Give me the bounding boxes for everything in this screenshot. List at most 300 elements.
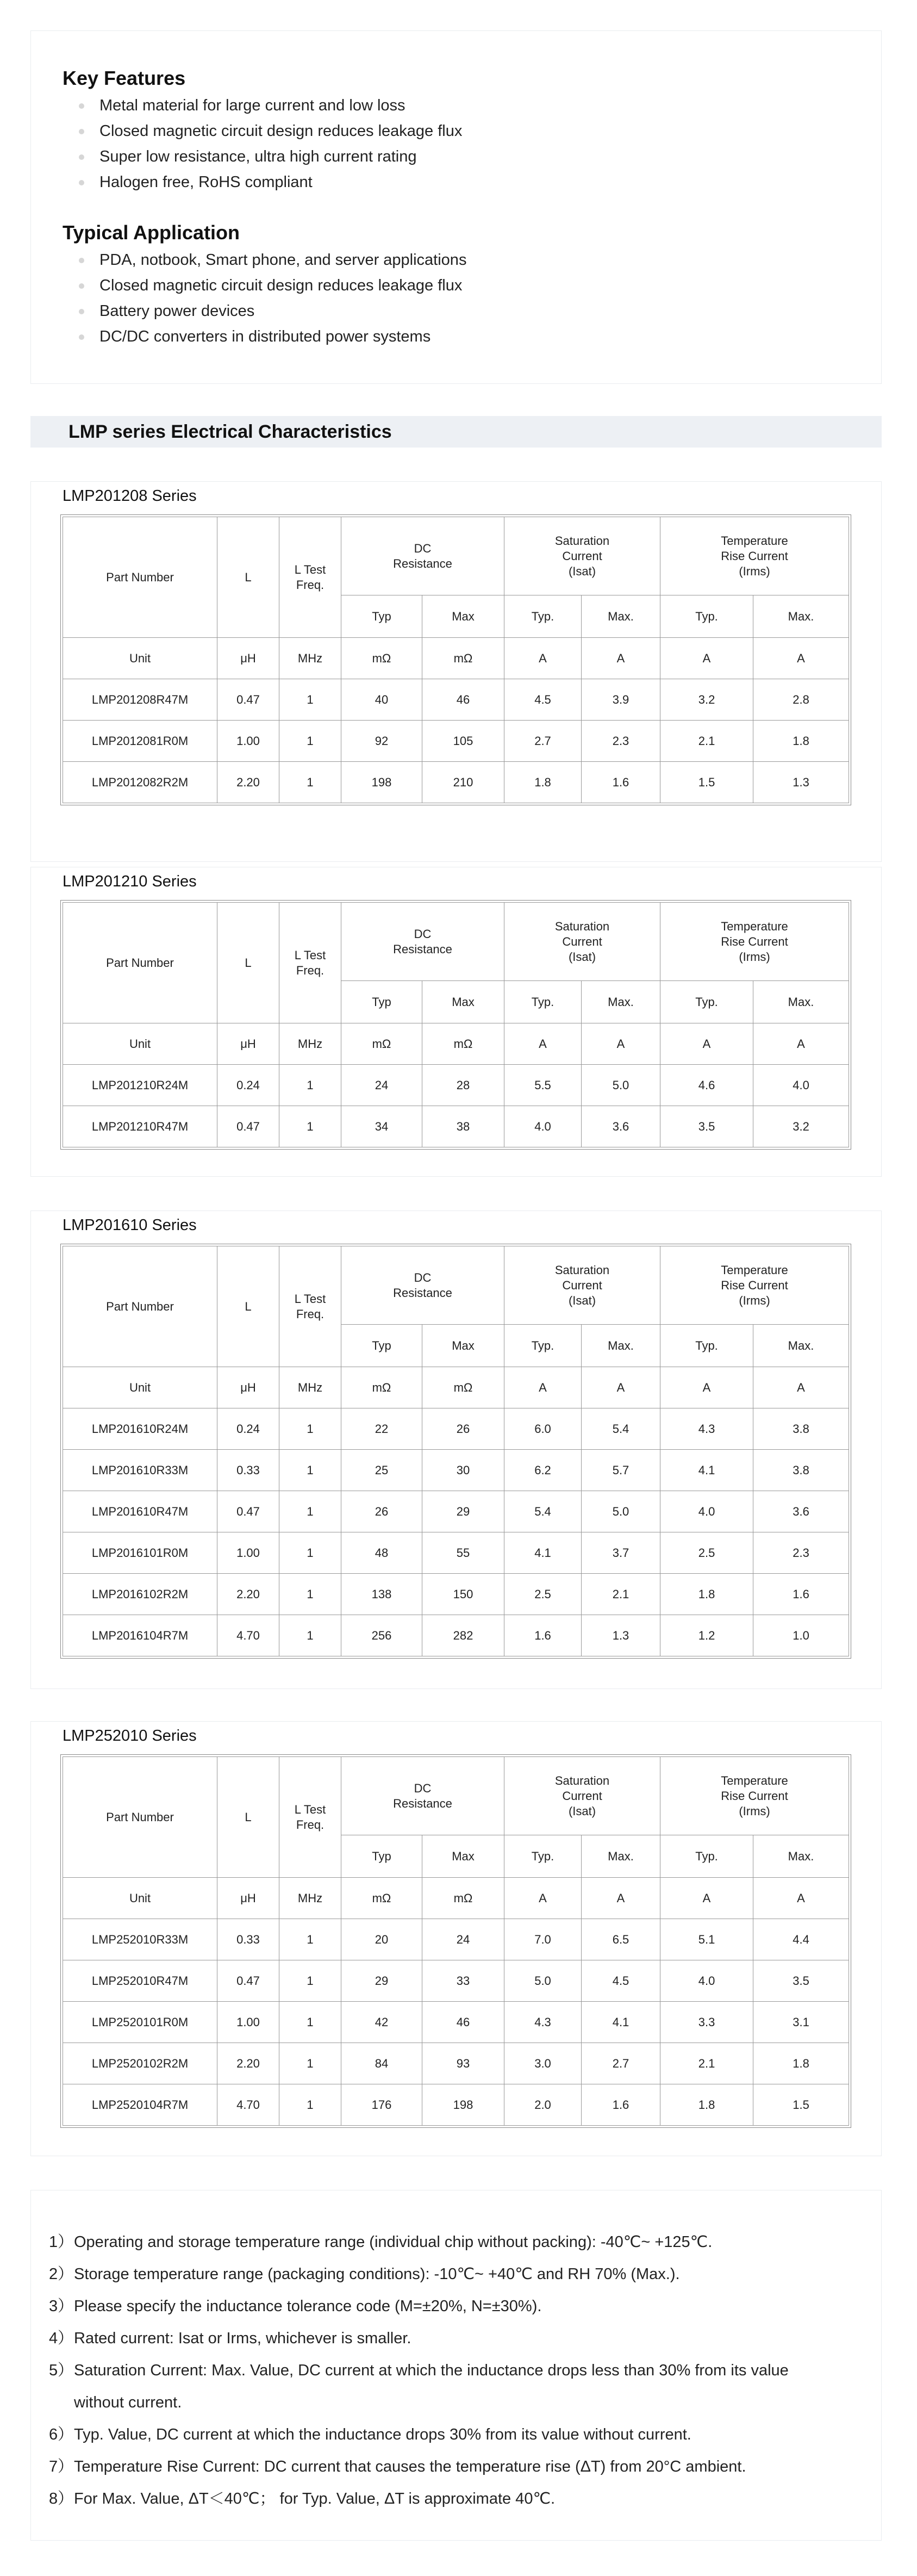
table-row	[63, 1450, 849, 1491]
value-cell: 1.5	[660, 762, 753, 803]
value-cell: 29	[422, 1491, 504, 1532]
series-card	[30, 481, 882, 862]
note-number: 6）	[49, 2426, 74, 2443]
value-cell: 5.4	[504, 1491, 582, 1532]
value-cell: 4.3	[504, 2002, 582, 2043]
header-part-number: Part Number	[63, 517, 217, 638]
value-cell: 1	[279, 1615, 341, 1656]
value-cell: 1	[279, 2084, 341, 2126]
value-cell: 4.0	[504, 1106, 582, 1147]
unit-cell: mΩ	[422, 1367, 504, 1408]
subheader-typ-dot: Typ.	[660, 1325, 753, 1367]
table-row	[63, 1532, 849, 1574]
subheader-max: Max	[422, 1325, 504, 1367]
header-dc-resistance: DC Resistance	[341, 517, 504, 595]
header-dc-resistance: DC Resistance	[341, 1757, 504, 1835]
header-inductance: L	[217, 1246, 279, 1367]
value-cell: 0.47	[217, 1960, 279, 2002]
note-number: 2）	[49, 2265, 74, 2283]
section-banner	[30, 416, 882, 448]
value-cell: 5.0	[582, 1491, 660, 1532]
value-cell: 6.2	[504, 1450, 582, 1491]
unit-cell: A	[660, 638, 753, 679]
header-temp-rise-current: Temperature Rise Current (Irms)	[660, 1757, 849, 1835]
value-cell: 3.3	[660, 2002, 753, 2043]
unit-cell: μH	[217, 1878, 279, 1919]
header-part-number: Part Number	[63, 1757, 217, 1878]
table-row	[63, 2043, 849, 2084]
part-number-cell: LMP2520102R2M	[63, 2043, 217, 2084]
part-number-cell: LMP2520104R7M	[63, 2084, 217, 2126]
value-cell: 5.0	[582, 1065, 660, 1106]
value-cell: 7.0	[504, 1919, 582, 1960]
spec-table	[63, 902, 849, 1147]
subheader-typ: Typ	[341, 981, 422, 1023]
header-saturation-current: Saturation Current (Isat)	[504, 517, 660, 595]
note-number: 4）	[49, 2330, 74, 2347]
value-cell: 1.6	[504, 1615, 582, 1656]
table-row	[63, 679, 849, 721]
subheader-max-dot: Max.	[753, 595, 849, 638]
list-item: Closed magnetic circuit design reduces leakage flux	[79, 273, 466, 299]
subheader-max-dot: Max.	[582, 1835, 660, 1878]
subheader-typ: Typ	[341, 1325, 422, 1367]
list-item: DC/DC converters in distributed power systems	[79, 324, 466, 350]
value-cell: 2.1	[582, 1574, 660, 1615]
subheader-typ-dot: Typ.	[660, 595, 753, 638]
note-item	[49, 2483, 789, 2515]
value-cell: 46	[422, 679, 504, 721]
unit-cell: A	[504, 1023, 582, 1065]
value-cell: 4.0	[753, 1065, 849, 1106]
value-cell: 5.7	[582, 1450, 660, 1491]
unit-cell: MHz	[279, 1023, 341, 1065]
subheader-typ-dot: Typ.	[660, 1835, 753, 1878]
header-test-freq: L Test Freq.	[279, 903, 341, 1023]
part-number-cell: LMP201610R47M	[63, 1491, 217, 1532]
series-title: LMP252010 Series	[63, 1727, 197, 1745]
unit-cell: Unit	[63, 1367, 217, 1408]
value-cell: 1	[279, 1919, 341, 1960]
unit-cell: A	[582, 1023, 660, 1065]
subheader-typ: Typ	[341, 1835, 422, 1878]
value-cell: 1	[279, 1065, 341, 1106]
note-item	[49, 2258, 789, 2291]
unit-cell: mΩ	[341, 1023, 422, 1065]
unit-row	[63, 638, 849, 679]
unit-cell: MHz	[279, 1878, 341, 1919]
value-cell: 30	[422, 1450, 504, 1491]
value-cell: 1.0	[753, 1615, 849, 1656]
subheader-max-dot: Max.	[753, 1325, 849, 1367]
value-cell: 4.3	[660, 1408, 753, 1450]
unit-cell: A	[753, 638, 849, 679]
table-row	[63, 1615, 849, 1656]
value-cell: 1	[279, 679, 341, 721]
unit-cell: μH	[217, 638, 279, 679]
spec-table	[63, 517, 849, 803]
note-text: Typ. Value, DC current at which the inductance drops 30% from its value without current.	[74, 2426, 691, 2443]
unit-cell: A	[504, 638, 582, 679]
subheader-max-dot: Max.	[753, 981, 849, 1023]
value-cell: 1	[279, 2002, 341, 2043]
value-cell: 3.6	[753, 1491, 849, 1532]
value-cell: 26	[422, 1408, 504, 1450]
value-cell: 1.8	[753, 2043, 849, 2084]
notes-list	[49, 2226, 789, 2515]
value-cell: 2.20	[217, 762, 279, 803]
value-cell: 28	[422, 1065, 504, 1106]
part-number-cell: LMP2520101R0M	[63, 2002, 217, 2043]
value-cell: 2.7	[504, 721, 582, 762]
unit-cell: A	[660, 1367, 753, 1408]
value-cell: 1	[279, 1491, 341, 1532]
series-title: LMP201610 Series	[63, 1216, 197, 1234]
table-row	[63, 762, 849, 803]
value-cell: 3.0	[504, 2043, 582, 2084]
subheader-max-dot: Max.	[753, 1835, 849, 1878]
value-cell: 6.5	[582, 1919, 660, 1960]
value-cell: 1.8	[660, 2084, 753, 2126]
value-cell: 1.00	[217, 1532, 279, 1574]
key-features-title: Key Features	[63, 67, 186, 89]
spec-table	[63, 1246, 849, 1656]
features-card	[30, 30, 882, 384]
value-cell: 1.6	[582, 2084, 660, 2126]
list-item: Closed magnetic circuit design reduces leakage flux	[79, 119, 462, 144]
unit-cell: A	[660, 1023, 753, 1065]
value-cell: 1	[279, 1574, 341, 1615]
subheader-max-dot: Max.	[582, 1325, 660, 1367]
subheader-max: Max	[422, 981, 504, 1023]
value-cell: 138	[341, 1574, 422, 1615]
unit-cell: mΩ	[341, 1367, 422, 1408]
value-cell: 84	[341, 2043, 422, 2084]
part-number-cell: LMP201210R47M	[63, 1106, 217, 1147]
value-cell: 0.47	[217, 1106, 279, 1147]
subheader-typ-dot: Typ.	[504, 1835, 582, 1878]
series-card	[30, 1721, 882, 2156]
value-cell: 2.3	[753, 1532, 849, 1574]
note-number: 8）	[49, 2490, 74, 2507]
value-cell: 198	[422, 2084, 504, 2126]
table-header-row	[63, 517, 849, 595]
value-cell: 4.70	[217, 2084, 279, 2126]
unit-cell: Unit	[63, 1023, 217, 1065]
note-number: 1）	[49, 2233, 74, 2251]
note-text: Rated current: Isat or Irms, whichever is smaller.	[74, 2330, 411, 2347]
part-number-cell: LMP201208R47M	[63, 679, 217, 721]
value-cell: 3.8	[753, 1408, 849, 1450]
value-cell: 5.0	[504, 1960, 582, 2002]
table-row	[63, 2002, 849, 2043]
value-cell: 46	[422, 2002, 504, 2043]
table-header-row	[63, 1246, 849, 1325]
header-saturation-current: Saturation Current (Isat)	[504, 1757, 660, 1835]
value-cell: 2.0	[504, 2084, 582, 2126]
value-cell: 3.5	[753, 1960, 849, 2002]
table-row	[63, 1408, 849, 1450]
table-row	[63, 1574, 849, 1615]
series-card	[30, 1211, 882, 1689]
value-cell: 40	[341, 679, 422, 721]
subheader-max-dot: Max.	[582, 981, 660, 1023]
value-cell: 0.24	[217, 1408, 279, 1450]
unit-cell: A	[504, 1878, 582, 1919]
spec-table	[63, 1756, 849, 2126]
value-cell: 24	[341, 1065, 422, 1106]
unit-cell: mΩ	[422, 638, 504, 679]
value-cell: 4.70	[217, 1615, 279, 1656]
value-cell: 2.5	[504, 1574, 582, 1615]
unit-row	[63, 1367, 849, 1408]
value-cell: 3.2	[660, 679, 753, 721]
value-cell: 0.47	[217, 679, 279, 721]
value-cell: 1	[279, 2043, 341, 2084]
value-cell: 1	[279, 1106, 341, 1147]
list-item: Super low resistance, ultra high current rating	[79, 144, 462, 170]
value-cell: 1.8	[753, 721, 849, 762]
table-header-row	[63, 1757, 849, 1835]
note-item	[49, 2451, 789, 2483]
unit-cell: A	[660, 1878, 753, 1919]
value-cell: 34	[341, 1106, 422, 1147]
value-cell: 0.33	[217, 1450, 279, 1491]
value-cell: 48	[341, 1532, 422, 1574]
value-cell: 3.8	[753, 1450, 849, 1491]
header-test-freq: L Test Freq.	[279, 1246, 341, 1367]
value-cell: 2.8	[753, 679, 849, 721]
value-cell: 5.4	[582, 1408, 660, 1450]
header-inductance: L	[217, 1757, 279, 1878]
series-title: LMP201208 Series	[63, 487, 197, 505]
part-number-cell: LMP252010R47M	[63, 1960, 217, 2002]
table-row	[63, 2084, 849, 2126]
header-dc-resistance: DC Resistance	[341, 1246, 504, 1325]
unit-cell: mΩ	[422, 1878, 504, 1919]
unit-cell: A	[582, 638, 660, 679]
value-cell: 3.7	[582, 1532, 660, 1574]
note-text: Operating and storage temperature range (individual chip without packing): -40℃~ +125℃.	[74, 2233, 713, 2251]
part-number-cell: LMP2012081R0M	[63, 721, 217, 762]
value-cell: 2.3	[582, 721, 660, 762]
unit-cell: μH	[217, 1023, 279, 1065]
note-text: Saturation Current: Max. Value, DC current at which the inductance drops less than 30% from its value	[74, 2362, 789, 2379]
value-cell: 4.5	[504, 679, 582, 721]
unit-cell: Unit	[63, 638, 217, 679]
value-cell: 256	[341, 1615, 422, 1656]
value-cell: 176	[341, 2084, 422, 2126]
note-item	[49, 2323, 789, 2355]
key-features-list	[79, 93, 462, 195]
value-cell: 2.20	[217, 2043, 279, 2084]
header-test-freq: L Test Freq.	[279, 517, 341, 638]
value-cell: 1	[279, 721, 341, 762]
value-cell: 26	[341, 1491, 422, 1532]
table-row	[63, 1919, 849, 1960]
note-text: without current.	[74, 2394, 182, 2411]
list-item: Halogen free, RoHS compliant	[79, 170, 462, 195]
value-cell: 2.5	[660, 1532, 753, 1574]
part-number-cell: LMP201610R33M	[63, 1450, 217, 1491]
unit-cell: A	[582, 1878, 660, 1919]
note-text: Storage temperature range (packaging conditions): -10℃~ +40℃ and RH 70% (Max.).	[74, 2265, 680, 2283]
value-cell: 1	[279, 762, 341, 803]
value-cell: 3.6	[582, 1106, 660, 1147]
value-cell: 1	[279, 1532, 341, 1574]
value-cell: 198	[341, 762, 422, 803]
value-cell: 3.2	[753, 1106, 849, 1147]
value-cell: 1	[279, 1450, 341, 1491]
header-dc-resistance: DC Resistance	[341, 903, 504, 981]
value-cell: 2.7	[582, 2043, 660, 2084]
unit-cell: MHz	[279, 1367, 341, 1408]
header-part-number: Part Number	[63, 1246, 217, 1367]
part-number-cell: LMP252010R33M	[63, 1919, 217, 1960]
value-cell: 1.3	[582, 1615, 660, 1656]
value-cell: 4.4	[753, 1919, 849, 1960]
unit-cell: mΩ	[422, 1023, 504, 1065]
series-title: LMP201210 Series	[63, 873, 197, 890]
value-cell: 33	[422, 1960, 504, 2002]
header-temp-rise-current: Temperature Rise Current (Irms)	[660, 903, 849, 981]
value-cell: 1.5	[753, 2084, 849, 2126]
value-cell: 2.1	[660, 721, 753, 762]
value-cell: 2.1	[660, 2043, 753, 2084]
value-cell: 4.1	[504, 1532, 582, 1574]
unit-cell: MHz	[279, 638, 341, 679]
note-item	[49, 2291, 789, 2323]
note-item	[49, 2226, 789, 2258]
part-number-cell: LMP201610R24M	[63, 1408, 217, 1450]
note-number: 3）	[49, 2298, 74, 2315]
value-cell: 4.1	[660, 1450, 753, 1491]
value-cell: 22	[341, 1408, 422, 1450]
header-saturation-current: Saturation Current (Isat)	[504, 903, 660, 981]
value-cell: 5.5	[504, 1065, 582, 1106]
value-cell: 1.2	[660, 1615, 753, 1656]
value-cell: 2.20	[217, 1574, 279, 1615]
part-number-cell: LMP2016101R0M	[63, 1532, 217, 1574]
note-text: For Max. Value, ΔT＜40℃； for Typ. Value, ΔT is approximate 40℃.	[74, 2490, 556, 2507]
value-cell: 93	[422, 2043, 504, 2084]
header-inductance: L	[217, 903, 279, 1023]
value-cell: 4.1	[582, 2002, 660, 2043]
value-cell: 6.0	[504, 1408, 582, 1450]
list-item: Metal material for large current and low loss	[79, 93, 462, 119]
subheader-max: Max	[422, 595, 504, 638]
unit-cell: A	[753, 1023, 849, 1065]
value-cell: 29	[341, 1960, 422, 2002]
table-row	[63, 1065, 849, 1106]
value-cell: 1.6	[753, 1574, 849, 1615]
table-row	[63, 1106, 849, 1147]
value-cell: 55	[422, 1532, 504, 1574]
value-cell: 1	[279, 1408, 341, 1450]
value-cell: 1.3	[753, 762, 849, 803]
header-test-freq: L Test Freq.	[279, 1757, 341, 1878]
part-number-cell: LMP2012082R2M	[63, 762, 217, 803]
value-cell: 1.00	[217, 721, 279, 762]
value-cell: 3.1	[753, 2002, 849, 2043]
value-cell: 0.33	[217, 1919, 279, 1960]
header-saturation-current: Saturation Current (Isat)	[504, 1246, 660, 1325]
note-item	[49, 2419, 789, 2451]
unit-cell: A	[504, 1367, 582, 1408]
value-cell: 25	[341, 1450, 422, 1491]
unit-cell: μH	[217, 1367, 279, 1408]
value-cell: 3.5	[660, 1106, 753, 1147]
table-row	[63, 1960, 849, 2002]
value-cell: 4.5	[582, 1960, 660, 2002]
unit-cell: A	[582, 1367, 660, 1408]
value-cell: 4.0	[660, 1960, 753, 2002]
unit-row	[63, 1023, 849, 1065]
subheader-typ-dot: Typ.	[504, 981, 582, 1023]
note-number: 5）	[49, 2362, 74, 2379]
value-cell: 105	[422, 721, 504, 762]
header-temp-rise-current: Temperature Rise Current (Irms)	[660, 517, 849, 595]
typical-application-list	[79, 247, 466, 350]
value-cell: 1	[279, 1960, 341, 2002]
value-cell: 3.9	[582, 679, 660, 721]
header-temp-rise-current: Temperature Rise Current (Irms)	[660, 1246, 849, 1325]
note-number: 7）	[49, 2458, 74, 2475]
subheader-typ: Typ	[341, 595, 422, 638]
header-inductance: L	[217, 517, 279, 638]
value-cell: 42	[341, 2002, 422, 2043]
table-row	[63, 1491, 849, 1532]
note-item	[49, 2355, 789, 2387]
value-cell: 1.00	[217, 2002, 279, 2043]
value-cell: 0.47	[217, 1491, 279, 1532]
part-number-cell: LMP201210R24M	[63, 1065, 217, 1106]
value-cell: 1.6	[582, 762, 660, 803]
value-cell: 1.8	[504, 762, 582, 803]
value-cell: 5.1	[660, 1919, 753, 1960]
note-text: Temperature Rise Current: DC current that causes the temperature rise (ΔT) from 20°C ambient.	[74, 2458, 746, 2475]
section-banner-title: LMP series Electrical Characteristics	[68, 421, 392, 442]
value-cell: 1.8	[660, 1574, 753, 1615]
typical-application-title: Typical Application	[63, 221, 240, 244]
unit-row	[63, 1878, 849, 1919]
unit-cell: mΩ	[341, 1878, 422, 1919]
value-cell: 4.6	[660, 1065, 753, 1106]
note-text: Please specify the inductance tolerance code (M=±20%, N=±30%).	[74, 2298, 542, 2315]
value-cell: 24	[422, 1919, 504, 1960]
value-cell: 282	[422, 1615, 504, 1656]
value-cell: 150	[422, 1574, 504, 1615]
subheader-typ-dot: Typ.	[660, 981, 753, 1023]
value-cell: 38	[422, 1106, 504, 1147]
value-cell: 210	[422, 762, 504, 803]
unit-cell: mΩ	[341, 638, 422, 679]
series-card	[30, 867, 882, 1177]
value-cell: 0.24	[217, 1065, 279, 1106]
note-item	[49, 2387, 789, 2419]
unit-cell: A	[753, 1878, 849, 1919]
value-cell: 4.0	[660, 1491, 753, 1532]
unit-cell: Unit	[63, 1878, 217, 1919]
value-cell: 20	[341, 1919, 422, 1960]
part-number-cell: LMP2016104R7M	[63, 1615, 217, 1656]
table-header-row	[63, 903, 849, 981]
value-cell: 92	[341, 721, 422, 762]
part-number-cell: LMP2016102R2M	[63, 1574, 217, 1615]
table-row	[63, 721, 849, 762]
subheader-max-dot: Max.	[582, 595, 660, 638]
subheader-typ-dot: Typ.	[504, 595, 582, 638]
